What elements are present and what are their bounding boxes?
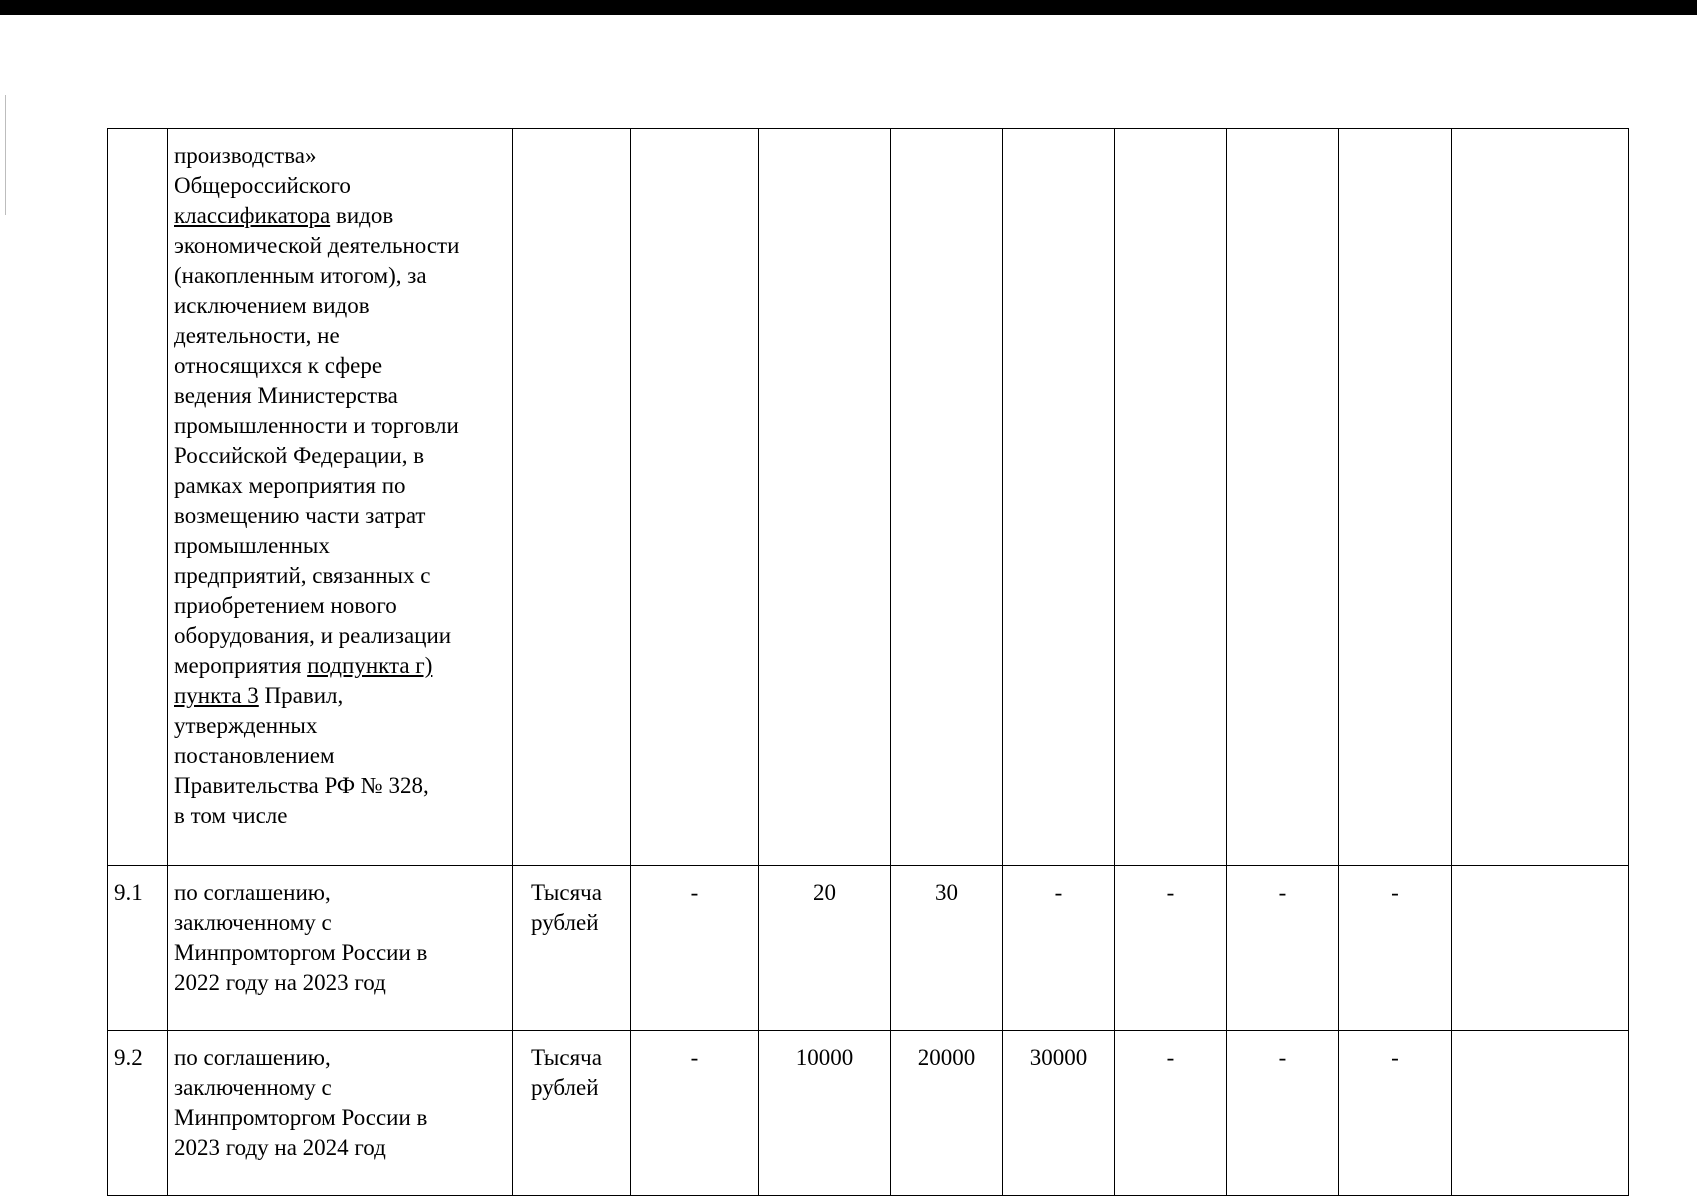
value-cell (1452, 1031, 1629, 1196)
table-row (108, 866, 1629, 1031)
value-cell: 20 (759, 866, 891, 1031)
value-cell: - (1115, 1031, 1227, 1196)
row-description: по соглашению, заключенному с Минпромторгом России в 2023 году на 2024 год (174, 1045, 428, 1160)
scan-top-border (0, 0, 1697, 15)
value-cell: - (1115, 866, 1227, 1031)
row-description: по соглашению, заключенному с Минпромторгом России в 2022 году на 2023 год (174, 880, 428, 995)
rules-subpoint-link[interactable]: подпункта г) пункта 3 (174, 653, 433, 708)
row-description: производства» Общероссийского классификатора видов экономической деятельности (накопленным итогом), за исключением видов деятельности, не относящихся к сфере ведения Министерства промышленности и торговли Российской Федерации, в рамках мероприятия по возмещению части затрат промышленных предприятий, связанных с приобретением нового оборудования, и реализации мероприятия подпункта г) пункта 3 Правил, утвержденных постановлением Правительства РФ № 328, в том числе (174, 143, 460, 828)
value-cell: 30000 (1003, 1031, 1115, 1196)
indicators-table (107, 128, 1629, 1196)
value-cell: 20000 (891, 1031, 1003, 1196)
value-cell (1452, 129, 1629, 866)
scan-edge-mark (5, 95, 6, 215)
value-cell (1227, 129, 1339, 866)
value-cell (1115, 129, 1227, 866)
row-description-cell (168, 1031, 513, 1196)
unit-cell (513, 866, 631, 1031)
row-description-cell (168, 866, 513, 1031)
value-cell (1003, 129, 1115, 866)
classifier-link[interactable]: классификатора (174, 203, 331, 228)
value-cell: 30 (891, 866, 1003, 1031)
row-number: 9.2 (108, 1031, 168, 1196)
value-cell: - (1227, 866, 1339, 1031)
value-cell: - (631, 1031, 759, 1196)
table-row (108, 1031, 1629, 1196)
value-cell (1339, 129, 1452, 866)
table-row (108, 129, 1629, 866)
value-cell: - (1339, 866, 1452, 1031)
value-cell: - (1227, 1031, 1339, 1196)
unit-label: Тысяча рублей (531, 1045, 602, 1100)
unit-cell (513, 1031, 631, 1196)
row-description-cell (168, 129, 513, 866)
unit-cell (513, 129, 631, 866)
value-cell: - (1339, 1031, 1452, 1196)
value-cell: - (631, 866, 759, 1031)
value-cell (759, 129, 891, 866)
value-cell: 10000 (759, 1031, 891, 1196)
value-cell (891, 129, 1003, 866)
value-cell (1452, 866, 1629, 1031)
unit-label: Тысяча рублей (531, 880, 602, 935)
value-cell: - (1003, 866, 1115, 1031)
value-cell (631, 129, 759, 866)
row-number: 9.1 (108, 866, 168, 1031)
row-number-cell (108, 129, 168, 866)
